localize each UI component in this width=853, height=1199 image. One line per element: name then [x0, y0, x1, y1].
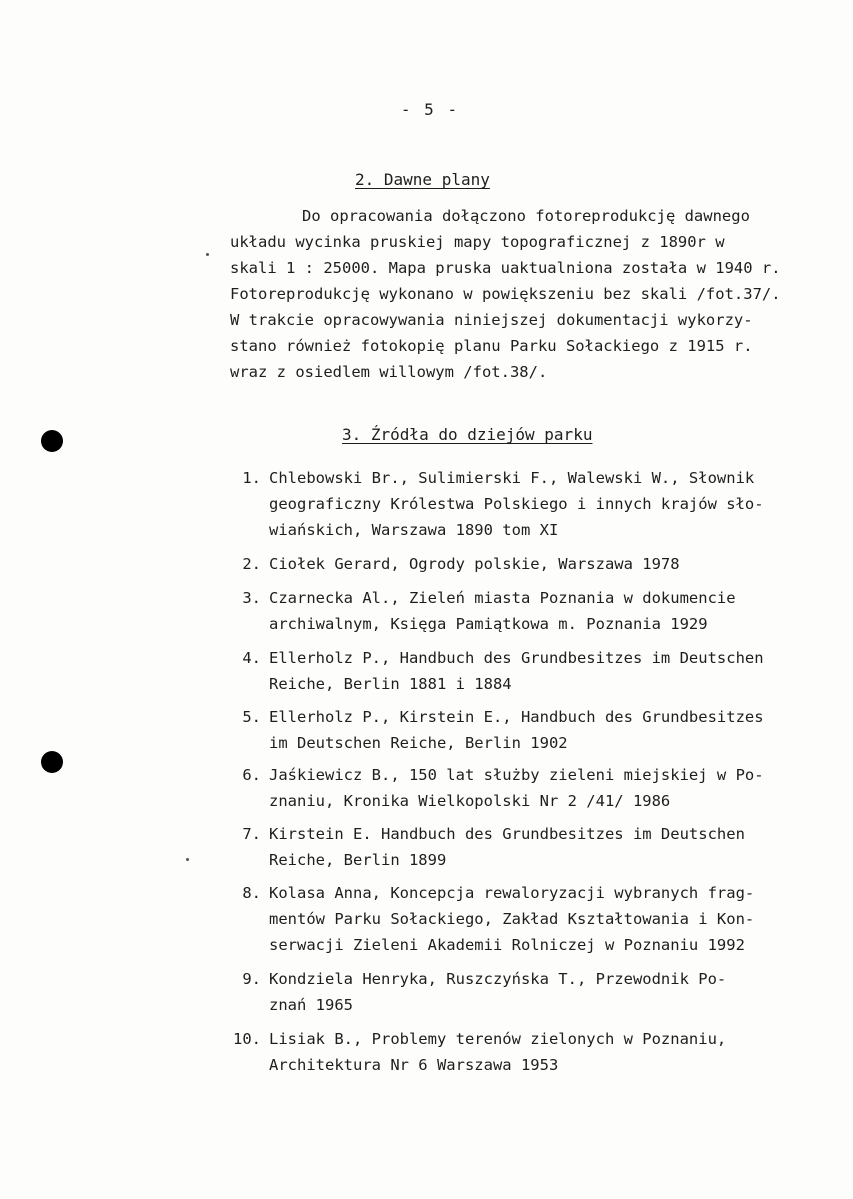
page-number: - 5 -	[400, 100, 460, 119]
item-text	[269, 585, 736, 637]
item-line: Czarnecka Al., Zieleń miasta Poznania w dokumencie	[269, 589, 736, 607]
item-line: Ciołek Gerard, Ogrody polskie, Warszawa 1978	[269, 555, 680, 573]
item-line: Kirstein E. Handbuch des Grundbesitzes im Deutschen	[269, 825, 745, 843]
item-text	[269, 966, 726, 1018]
item-text	[269, 821, 745, 873]
paragraph-line: Do opracowania dołączono fotoreprodukcję dawnego	[302, 207, 750, 225]
item-line: Ellerholz P., Handbuch des Grundbesitzes im Deutschen	[269, 649, 764, 667]
paragraph-line: W trakcie opracowywania niniejszej dokumentacji wykorzy-	[230, 311, 753, 329]
paragraph-line: stano również fotokopię planu Parku Sołackiego z 1915 r.	[230, 337, 753, 355]
punch-hole-lower	[41, 751, 63, 773]
item-number: 1.	[242, 469, 261, 487]
item-text	[269, 762, 764, 814]
item-text	[269, 880, 754, 958]
item-number: 3.	[242, 589, 261, 607]
item-number: 2.	[242, 555, 261, 573]
item-text	[269, 645, 764, 697]
item-number: 5.	[242, 708, 261, 726]
item-line: Architektura Nr 6 Warszawa 1953	[269, 1056, 559, 1074]
paragraph-line: układu wycinka pruskiej mapy topograficznej z 1890r w	[230, 233, 725, 251]
item-number: 9.	[242, 970, 261, 988]
item-line: im Deutschen Reiche, Berlin 1902	[269, 734, 568, 752]
item-line: znaniu, Kronika Wielkopolski Nr 2 /41/ 1986	[269, 792, 671, 810]
item-line: Kondziela Henryka, Ruszczyńska T., Przewodnik Po-	[269, 970, 727, 988]
item-line: Chlebowski Br., Sulimierski F., Walewski W., Słownik	[269, 469, 755, 487]
scan-speck	[186, 858, 189, 861]
paragraph-line: Fotoreprodukcję wykonano w powiększeniu bez skali /fot.37/.	[230, 285, 781, 303]
item-line: mentów Parku Sołackiego, Zakład Kształtowania i Kon-	[269, 910, 755, 928]
paragraph-line: wraz z osiedlem willowym /fot.38/.	[230, 363, 548, 381]
item-line: Reiche, Berlin 1899	[269, 851, 447, 869]
section-2-heading: 2. Dawne plany	[355, 170, 490, 189]
item-line: Jaśkiewicz B., 150 lat służby zieleni miejskiej w Po-	[269, 766, 764, 784]
item-line: geograficzny Królestwa Polskiego i innych krajów sło-	[269, 495, 764, 513]
item-line: znań 1965	[269, 996, 353, 1014]
item-text	[269, 551, 680, 577]
item-text	[269, 1026, 726, 1078]
item-number: 6.	[242, 766, 261, 784]
paragraph-line: skali 1 : 25000. Mapa pruska uaktualniona została w 1940 r.	[230, 259, 781, 277]
punch-hole-upper	[41, 430, 63, 452]
item-number: 4.	[242, 649, 261, 667]
item-text	[269, 704, 764, 756]
item-line: serwacji Zieleni Akademii Rolniczej w Poznaniu 1992	[269, 936, 745, 954]
item-text	[269, 465, 764, 543]
item-number: 7.	[242, 825, 261, 843]
item-number: 8.	[242, 884, 261, 902]
item-number: 10.	[233, 1030, 261, 1048]
item-line: Ellerholz P., Kirstein E., Handbuch des Grundbesitzes	[269, 708, 764, 726]
item-line: Reiche, Berlin 1881 i 1884	[269, 675, 512, 693]
item-line: wiańskich, Warszawa 1890 tom XI	[269, 521, 559, 539]
scan-speck	[206, 253, 209, 256]
item-line: Kolasa Anna, Koncepcja rewaloryzacji wybranych frag-	[269, 884, 755, 902]
item-line: archiwalnym, Księga Pamiątkowa m. Poznania 1929	[269, 615, 708, 633]
section-3-heading: 3. Źródła do dziejów parku	[342, 425, 593, 444]
section-2-paragraph	[230, 203, 840, 385]
item-line: Lisiak B., Problemy terenów zielonych w Poznaniu,	[269, 1030, 727, 1048]
